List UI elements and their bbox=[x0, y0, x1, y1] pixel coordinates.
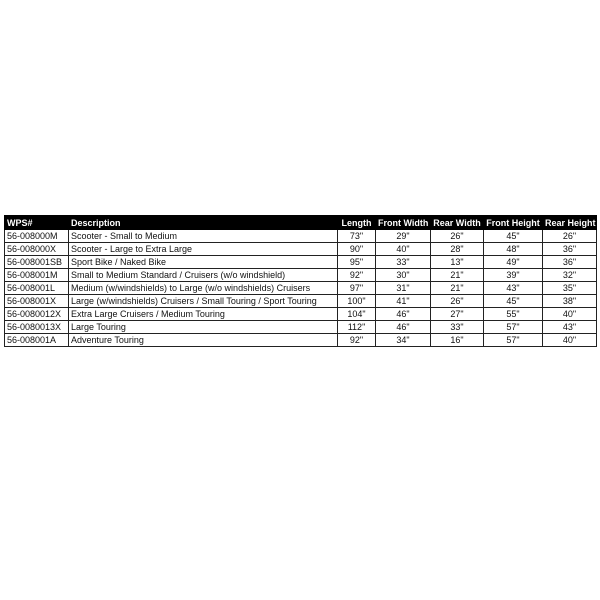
table-row bbox=[5, 334, 597, 347]
table-row bbox=[5, 243, 597, 256]
cell-rear-width: 21" bbox=[431, 269, 484, 282]
cell-length: 90" bbox=[338, 243, 376, 256]
header-front-width: Front Width bbox=[376, 216, 431, 230]
cell-wps: 56-008000X bbox=[5, 243, 69, 256]
cell-front-height: 45" bbox=[484, 230, 543, 243]
cell-front-width: 29" bbox=[376, 230, 431, 243]
cell-rear-height: 36" bbox=[543, 243, 597, 256]
cell-rear-height: 43" bbox=[543, 321, 597, 334]
table-row bbox=[5, 308, 597, 321]
cell-length: 104" bbox=[338, 308, 376, 321]
cell-front-width: 30" bbox=[376, 269, 431, 282]
header-rear-height: Rear Height bbox=[543, 216, 597, 230]
table-body bbox=[5, 230, 597, 347]
cell-front-width: 46" bbox=[376, 308, 431, 321]
cell-rear-height: 26" bbox=[543, 230, 597, 243]
cell-rear-width: 28" bbox=[431, 243, 484, 256]
cell-wps: 56-008000M bbox=[5, 230, 69, 243]
header-rear-width: Rear Width bbox=[431, 216, 484, 230]
cell-front-width: 46" bbox=[376, 321, 431, 334]
table-row bbox=[5, 256, 597, 269]
cell-length: 95" bbox=[338, 256, 376, 269]
cell-front-height: 55" bbox=[484, 308, 543, 321]
table-row bbox=[5, 230, 597, 243]
cell-front-width: 31" bbox=[376, 282, 431, 295]
cell-front-height: 45" bbox=[484, 295, 543, 308]
cell-wps: 56-0080012X bbox=[5, 308, 69, 321]
cell-description: Large (w/windshields) Cruisers / Small Touring / Sport Touring bbox=[69, 295, 338, 308]
cell-front-height: 57" bbox=[484, 321, 543, 334]
cell-rear-width: 13" bbox=[431, 256, 484, 269]
cell-rear-height: 32" bbox=[543, 269, 597, 282]
cell-description: Adventure Touring bbox=[69, 334, 338, 347]
cell-wps: 56-008001A bbox=[5, 334, 69, 347]
header-wps: WPS# bbox=[5, 216, 69, 230]
cell-description: Extra Large Cruisers / Medium Touring bbox=[69, 308, 338, 321]
table-row bbox=[5, 282, 597, 295]
cell-description: Small to Medium Standard / Cruisers (w/o windshield) bbox=[69, 269, 338, 282]
cell-wps: 56-008001L bbox=[5, 282, 69, 295]
cell-length: 73" bbox=[338, 230, 376, 243]
header-front-height: Front Height bbox=[484, 216, 543, 230]
cell-rear-width: 26" bbox=[431, 295, 484, 308]
header-description: Description bbox=[69, 216, 338, 230]
cell-front-width: 33" bbox=[376, 256, 431, 269]
cell-description: Scooter - Small to Medium bbox=[69, 230, 338, 243]
cell-length: 92" bbox=[338, 334, 376, 347]
cell-rear-width: 26" bbox=[431, 230, 484, 243]
header-length: Length bbox=[338, 216, 376, 230]
cell-length: 97" bbox=[338, 282, 376, 295]
cell-rear-height: 36" bbox=[543, 256, 597, 269]
cell-front-width: 41" bbox=[376, 295, 431, 308]
cell-front-width: 40" bbox=[376, 243, 431, 256]
cell-description: Scooter - Large to Extra Large bbox=[69, 243, 338, 256]
cell-rear-height: 40" bbox=[543, 308, 597, 321]
cell-wps: 56-008001M bbox=[5, 269, 69, 282]
cell-front-height: 39" bbox=[484, 269, 543, 282]
cell-wps: 56-0080013X bbox=[5, 321, 69, 334]
cell-front-height: 49" bbox=[484, 256, 543, 269]
table-row bbox=[5, 269, 597, 282]
cell-rear-width: 16" bbox=[431, 334, 484, 347]
cell-description: Sport Bike / Naked Bike bbox=[69, 256, 338, 269]
cell-front-height: 43" bbox=[484, 282, 543, 295]
cell-length: 100" bbox=[338, 295, 376, 308]
cell-front-height: 48" bbox=[484, 243, 543, 256]
cell-length: 112" bbox=[338, 321, 376, 334]
cell-front-height: 57" bbox=[484, 334, 543, 347]
table-row bbox=[5, 321, 597, 334]
cell-rear-height: 40" bbox=[543, 334, 597, 347]
cell-wps: 56-008001SB bbox=[5, 256, 69, 269]
cell-wps: 56-008001X bbox=[5, 295, 69, 308]
table-header-row bbox=[5, 216, 597, 230]
size-chart-table bbox=[4, 215, 597, 347]
table-row bbox=[5, 295, 597, 308]
cell-rear-width: 21" bbox=[431, 282, 484, 295]
cell-rear-width: 27" bbox=[431, 308, 484, 321]
cell-front-width: 34" bbox=[376, 334, 431, 347]
cell-description: Large Touring bbox=[69, 321, 338, 334]
cell-rear-height: 35" bbox=[543, 282, 597, 295]
cell-length: 92" bbox=[338, 269, 376, 282]
cell-rear-width: 33" bbox=[431, 321, 484, 334]
cell-description: Medium (w/windshields) to Large (w/o windshields) Cruisers bbox=[69, 282, 338, 295]
cell-rear-height: 38" bbox=[543, 295, 597, 308]
